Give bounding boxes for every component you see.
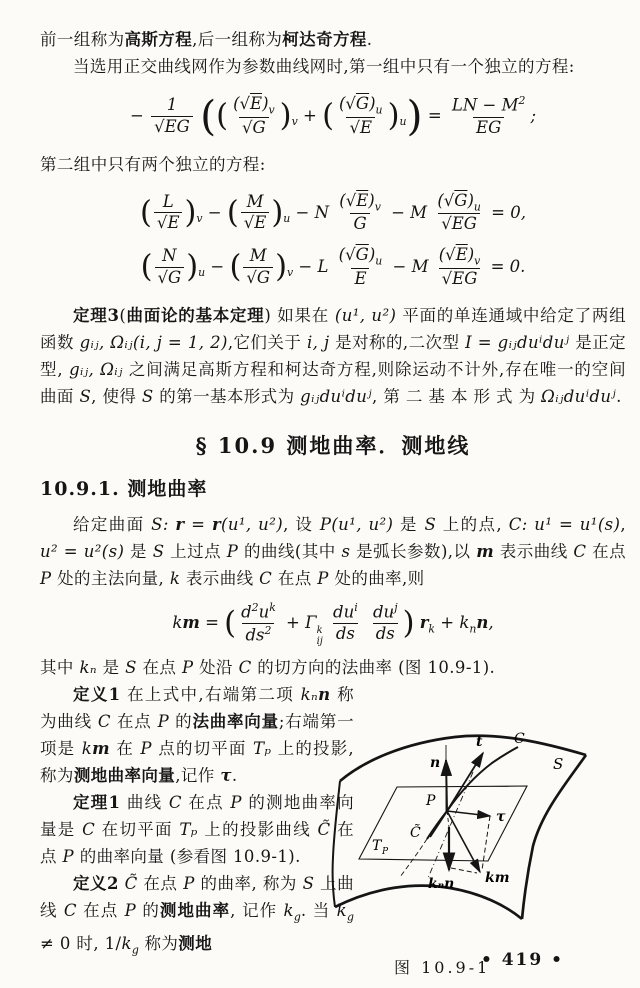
section-title: § 10.9 测地曲率．测地线 bbox=[195, 432, 471, 458]
figure-caption: 图 10.9-1 bbox=[394, 957, 491, 977]
paragraph-orthogonal-net: 当选用正交曲线网作为参数曲线网时,第一组中只有一个独立的方程: bbox=[73, 57, 575, 76]
curve-C-tilde bbox=[427, 811, 447, 839]
paragraph-definition-1: 定义1 在上式中,右端第二项 kₙn 称为曲线 C 在点 P 的法曲率向量;右端第一项是 km 在 P 点的切平面 Tₚ 上的投影,称为测地曲率向量,记作 τ. bbox=[40, 684, 355, 785]
paragraph-surface-setup: 给定曲面 S: r = r(u¹, u²), 设 P(u¹, u²) 是 S 上的点, C: u¹ = u¹(s), u² = u²(s) 是 S 上过点 P 的曲线(其中 s 是弧长参数),以 m 表示曲线 C 在点 P 处的主法向量, k 表示曲线 C 在点 P 处的曲率,则 bbox=[40, 514, 627, 588]
paragraph-second-group: 第二组中只有两个独立的方程: bbox=[40, 154, 266, 174]
label-C-tilde: C̃ bbox=[410, 824, 421, 841]
vector-km bbox=[447, 811, 480, 872]
label-TP: T bbox=[372, 837, 382, 854]
paragraph-normal-curvature: 其中 kₙ 是 S 在点 P 处沿 C 的切方向的法曲率 (图 10.9-1). bbox=[40, 657, 496, 677]
figure-block bbox=[330, 715, 630, 978]
label-tau: τ bbox=[496, 808, 506, 825]
dash-knn-km bbox=[451, 868, 477, 873]
paragraph-theorem-3: 定理3(曲面论的基本定理) 如果在 (u¹, u²) 平面的单连通域中给定了两组函数 gᵢⱼ, Ωᵢⱼ(i, j = 1, 2),它们关于 i, j 是对称的,二次型 I = gᵢⱼduⁱduʲ 是正定型, gᵢⱼ, Ωᵢⱼ 之间满足高斯方程和柯达奇方程,则除运动不计外,存在唯一的空间曲面 S, 使得 S 的第一基本形式为 gᵢⱼduⁱduʲ, 第 二 基 本 形 式 为 Ωᵢⱼduⁱduʲ. bbox=[40, 305, 627, 406]
vector-n bbox=[446, 760, 447, 811]
surface-outline bbox=[333, 733, 586, 919]
formula-gauss-equation: − $\frac{1}{√EG}$ (( $\frac{(√E)_v}{√G}$ )$_v$ + ( $\frac{(√G)_u}{√E}$ )$_u$) = $\frac{LN - M^2}{EG}$ ; bbox=[130, 91, 536, 140]
label-n: n bbox=[430, 754, 441, 771]
two-column-block bbox=[40, 681, 626, 978]
label-t: t bbox=[476, 733, 483, 750]
paragraph-definition-2: 定义2 C̃ 在点 P 的曲率, 称为 S 上曲线 C 在点 P 的测地曲率, 记作 $k_g$. 当 $k_g \ne 0$ 时, $1/k_g$ 称为测地 bbox=[40, 873, 354, 957]
page-number: • 419 • bbox=[480, 950, 564, 970]
vector-tau bbox=[447, 811, 490, 816]
label-P: P bbox=[426, 792, 436, 809]
label-S: S bbox=[553, 754, 564, 773]
dash-tau-km bbox=[482, 816, 490, 870]
figure-10-9-1 bbox=[330, 715, 630, 941]
formula-codazzi-2: ( $\frac{N}{√G}$ )$_u$ − ( $\frac{M}{√G}$ )$_v - L$ $\frac{(√G)_u}{E}$ − M $\frac{(√E)_v}{√EG}$ = 0. bbox=[140, 245, 526, 288]
subsection-title: 10.9.1. 测地曲率 bbox=[40, 477, 208, 500]
label-TP-sub: P bbox=[382, 846, 389, 857]
vector-t bbox=[447, 753, 483, 811]
projection-line bbox=[428, 772, 473, 878]
label-km: km bbox=[485, 869, 510, 886]
label-C: C bbox=[514, 730, 525, 747]
paragraph-theorem-1: 定理1 曲线 C 在点 P 的测地曲率向量是 C 在切平面 Tₚ 上的投影曲线 C̃ 在点 P 的曲率向量 (参看图 10.9-1). bbox=[40, 792, 355, 866]
paragraph-gauss-codazzi-names: 前一组称为高斯方程,后一组称为柯达奇方程. bbox=[40, 30, 373, 49]
formula-geodesic-curvature: km = ( $\frac{d^2u^k}{ds^2}$ + Γ k ij $\frac{du^i}{ds}$ $\frac{du^j}{ds}$ ) $r_k + k_nn$, bbox=[172, 600, 494, 647]
left-column bbox=[40, 681, 354, 964]
curve-C-tilde-hidden bbox=[400, 839, 427, 877]
formula-codazzi-1: ( $\frac{L}{√E}$ )$_v$ − ( $\frac{M}{√E}$ )$_u - N$ $\frac{(√E)_v}{G}$ − M $\frac{(√G)_u}{√EG}$ = 0, bbox=[140, 190, 526, 234]
label-knn: kₙn bbox=[428, 875, 455, 892]
